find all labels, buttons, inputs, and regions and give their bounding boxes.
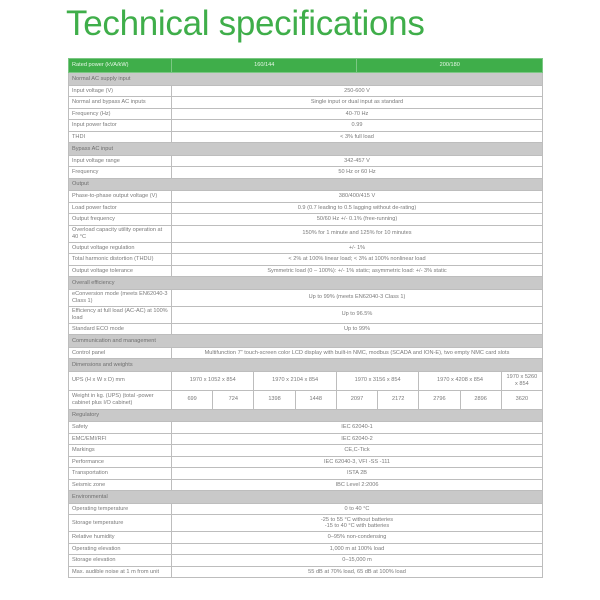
spec-value: Up to 96.5% (172, 306, 543, 323)
spec-value-cell: 724 (213, 390, 254, 409)
spec-value: 250-600 V (172, 85, 543, 97)
section-title: Overall efficiency (69, 277, 543, 290)
spec-value-cell: 1448 (295, 390, 336, 409)
spec-row (69, 323, 543, 335)
spec-label: Operating temperature (69, 503, 172, 515)
spec-value: IBC Level 2:2006 (172, 479, 543, 491)
spec-row (69, 468, 543, 480)
rated-power-160-144: 160/144 (172, 59, 357, 73)
spec-label: Normal and bypass AC inputs (69, 97, 172, 109)
spec-label: Storage elevation (69, 555, 172, 567)
spec-value: 40-70 Hz (172, 108, 543, 120)
spec-value-cell: 1398 (254, 390, 295, 409)
spec-value: 0.99 (172, 120, 543, 132)
spec-row (69, 242, 543, 254)
spec-value: < 3% full load (172, 131, 543, 143)
spec-value: +/- 1% (172, 242, 543, 254)
spec-value: 0–95% non-condensing (172, 532, 543, 544)
spec-row (69, 214, 543, 226)
spec-row (69, 167, 543, 179)
section-header-regulatory (69, 409, 543, 422)
spec-label: UPS (H x W x D) mm (69, 371, 172, 390)
spec-value: 380/400/415 V (172, 191, 543, 203)
spec-row (69, 155, 543, 167)
rated-power-header-row (69, 59, 543, 73)
spec-row (69, 131, 543, 143)
spec-row (69, 503, 543, 515)
spec-row (69, 555, 543, 567)
spec-value: IEC 62040-2 (172, 433, 543, 445)
spec-label: Weight in kg. (UPS) (total -power cabinet plus I/O cabinet) (69, 390, 172, 409)
spec-value-cell: 699 (172, 390, 213, 409)
spec-label: Output voltage tolerance (69, 265, 172, 277)
section-header-communication-and-management (69, 335, 543, 348)
spec-value-cell: 1970 x 1052 x 854 (172, 371, 254, 390)
section-title: Bypass AC input (69, 143, 543, 156)
spec-row (69, 225, 543, 242)
spec-value-cell: 1970 x 3156 x 854 (336, 371, 418, 390)
spec-row (69, 566, 543, 578)
spec-label: Frequency (Hz) (69, 108, 172, 120)
spec-value: 0–15,000 m (172, 555, 543, 567)
spec-row (69, 306, 543, 323)
spec-row (69, 97, 543, 109)
spec-value: -25 to 55 °C without batteries -15 to 40 °C with batteries (172, 515, 543, 532)
spec-label: Relative humidity (69, 532, 172, 544)
spec-label: Storage temperature (69, 515, 172, 532)
spec-value: 0.9 (0.7 leading to 0.5 lagging without de-rating) (172, 202, 543, 214)
spec-row (69, 390, 543, 409)
spec-row (69, 532, 543, 544)
spec-label: Efficiency at full load (AC-AC) at 100% load (69, 306, 172, 323)
spec-label: Seismic zone (69, 479, 172, 491)
spec-row (69, 85, 543, 97)
spec-value-cell: 2896 (460, 390, 501, 409)
spec-value: Up to 99% (meets EN62040-3 Class 1) (172, 289, 543, 306)
spec-value: Single input or dual input as standard (172, 97, 543, 109)
section-title: Output (69, 178, 543, 191)
spec-label: Input voltage (V) (69, 85, 172, 97)
spec-label: Transportation (69, 468, 172, 480)
section-header-output (69, 178, 543, 191)
spec-value-cell: 2796 (419, 390, 460, 409)
spec-value-cell: 3620 (501, 390, 542, 409)
section-header-overall-efficiency (69, 277, 543, 290)
spec-value: 50 Hz or 60 Hz (172, 167, 543, 179)
spec-row (69, 543, 543, 555)
section-title: Communication and management (69, 335, 543, 348)
spec-value: 0 to 40 °C (172, 503, 543, 515)
spec-value: Multifunction 7" touch-screen color LCD display with built-in NMC, modbus (SCADA and ION-E), two empty NMC card slots (172, 347, 543, 359)
spec-label: Overload capacity utility operation at 40 °C (69, 225, 172, 242)
section-header-normal-ac-supply-input (69, 73, 543, 86)
spec-label: Performance (69, 456, 172, 468)
spec-value-cell: 1970 x 2104 x 854 (254, 371, 336, 390)
rated-power-label: Rated power (kVA/kW) (69, 59, 172, 73)
spec-value: IEC 62040-1 (172, 422, 543, 434)
section-title: Normal AC supply input (69, 73, 543, 86)
spec-row (69, 289, 543, 306)
spec-row (69, 202, 543, 214)
spec-label: Load power factor (69, 202, 172, 214)
spec-label: Standard ECO mode (69, 323, 172, 335)
section-header-environmental (69, 491, 543, 504)
spec-row (69, 445, 543, 457)
spec-label: Safety (69, 422, 172, 434)
spec-row (69, 515, 543, 532)
spec-row (69, 347, 543, 359)
spec-value: 342-457 V (172, 155, 543, 167)
spec-value: CE,C-Tick (172, 445, 543, 457)
spec-row (69, 433, 543, 445)
spec-label: eConversion mode (meets EN62040-3 Class 1) (69, 289, 172, 306)
section-title: Environmental (69, 491, 543, 504)
spec-label: Phase-to-phase output voltage (V) (69, 191, 172, 203)
section-header-dimensions-and-weights (69, 359, 543, 372)
spec-row (69, 479, 543, 491)
spec-value-cell: 1970 x 5260 x 854 (501, 371, 542, 390)
spec-row (69, 265, 543, 277)
spec-value: 1,000 m at 100% load (172, 543, 543, 555)
spec-label: THDI (69, 131, 172, 143)
spec-value-cell: 2172 (378, 390, 419, 409)
technical-specifications-table (68, 58, 543, 578)
spec-row (69, 254, 543, 266)
spec-label: Operating elevation (69, 543, 172, 555)
spec-value: Up to 99% (172, 323, 543, 335)
spec-label: EMC/EMI/RFI (69, 433, 172, 445)
spec-label: Total harmonic distortion (THDU) (69, 254, 172, 266)
section-title: Regulatory (69, 409, 543, 422)
spec-value: IEC 62040-3, VFI -SS -111 (172, 456, 543, 468)
spec-value-cell: 2097 (336, 390, 377, 409)
section-title: Dimensions and weights (69, 359, 543, 372)
spec-label: Input power factor (69, 120, 172, 132)
spec-value: 150% for 1 minute and 125% for 10 minutes (172, 225, 543, 242)
rated-power-200-180: 200/180 (357, 59, 543, 73)
spec-label: Output frequency (69, 214, 172, 226)
spec-value-cell: 1970 x 4208 x 854 (419, 371, 501, 390)
spec-value: 50/60 Hz +/- 0.1% (free-running) (172, 214, 543, 226)
spec-value: Symmetric load (0 – 100%): +/- 1% static; asymmetric load: +/- 3% static (172, 265, 543, 277)
spec-value: 55 dB at 70% load, 65 dB at 100% load (172, 566, 543, 578)
spec-value: ISTA 2B (172, 468, 543, 480)
spec-row (69, 456, 543, 468)
page-title: Technical specifications (66, 4, 425, 43)
spec-row (69, 108, 543, 120)
spec-row (69, 191, 543, 203)
section-header-bypass-ac-input (69, 143, 543, 156)
spec-label: Control panel (69, 347, 172, 359)
spec-row (69, 371, 543, 390)
spec-label: Markings (69, 445, 172, 457)
spec-label: Output voltage regulation (69, 242, 172, 254)
spec-label: Frequency (69, 167, 172, 179)
spec-label: Input voltage range (69, 155, 172, 167)
spec-label: Max. audible noise at 1 m from unit (69, 566, 172, 578)
spec-value: < 2% at 100% linear load; < 3% at 100% nonlinear load (172, 254, 543, 266)
spec-row (69, 422, 543, 434)
spec-row (69, 120, 543, 132)
